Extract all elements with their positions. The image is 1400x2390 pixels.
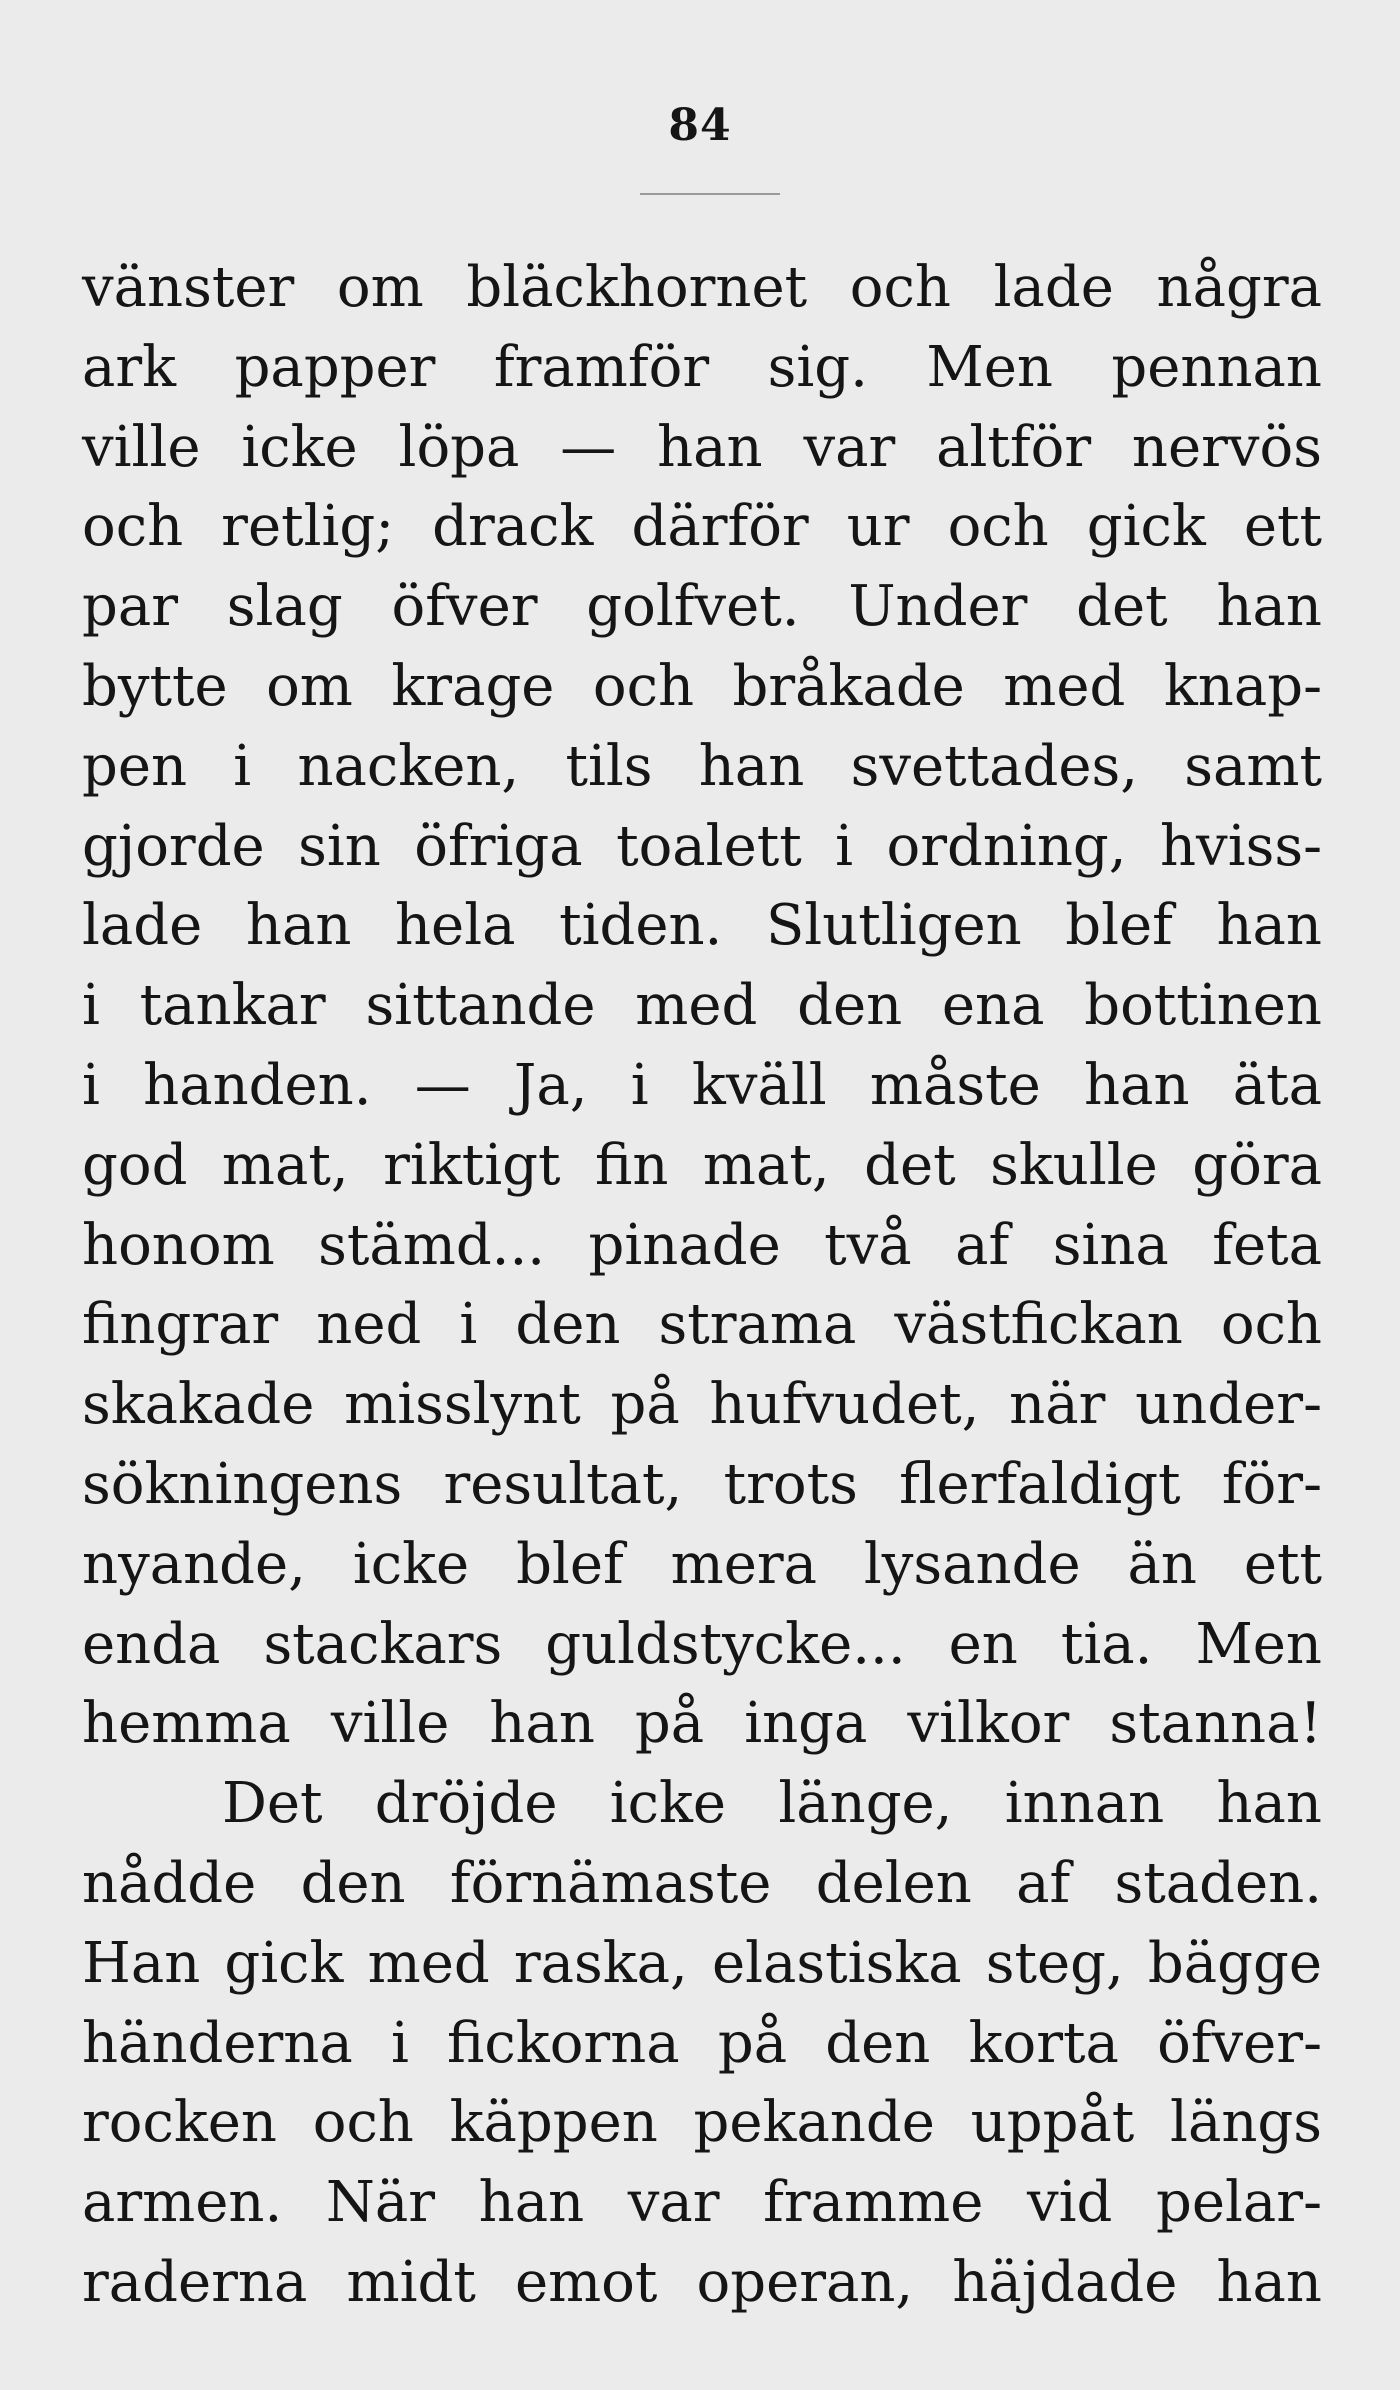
text-line: i tankar sittande med den ena bottinen: [82, 973, 1322, 1039]
text-line: vänster om bläckhornet och lade några: [82, 255, 1322, 320]
text-line: nådde den förnämaste delen af staden.: [82, 1850, 1322, 1916]
text-line: ville icke löpa — han var altför nervös: [82, 414, 1322, 480]
text-line: honom stämd... pinade två af sina feta: [82, 1212, 1322, 1278]
text-line: enda stackars guldstycke... en tia. Men: [82, 1611, 1322, 1677]
text-line-paragraph-start: Det dröjde icke länge, innan han: [222, 1771, 1322, 1837]
text-line: armen. När han var framme vid pelar-: [82, 2170, 1322, 2236]
text-line: rocken och käppen pekande uppåt längs: [82, 2090, 1322, 2156]
text-line: gjorde sin öfriga toalett i ordning, hviss-: [82, 813, 1322, 879]
text-line: raderna midt emot operan, häjdade han: [82, 2249, 1322, 2315]
text-line: god mat, riktigt fin mat, det skulle göra: [82, 1132, 1322, 1198]
text-line: nyande, icke blef mera lysande än ett: [82, 1531, 1322, 1597]
header-rule: [640, 193, 780, 195]
text-line: Han gick med raska, elastiska steg, bägge: [82, 1930, 1322, 1996]
text-line: pen i nacken, tils han svettades, samt: [82, 733, 1322, 799]
text-line: och retlig; drack därför ur och gick ett: [82, 494, 1322, 560]
text-line: bytte om krage och bråkade med knap-: [82, 653, 1322, 719]
body-text: [82, 248, 1322, 2323]
text-line: lade han hela tiden. Slutligen blef han: [82, 893, 1322, 959]
page-number: 84: [668, 100, 732, 151]
text-line: par slag öfver golfvet. Under det han: [82, 574, 1322, 640]
text-line: hemma ville han på inga vilkor stanna!: [82, 1691, 1322, 1757]
text-line: händerna i fickorna på den korta öfver-: [82, 2010, 1322, 2076]
text-line: sökningens resultat, trots flerfaldigt för-: [82, 1451, 1322, 1517]
text-line: ark papper framför sig. Men pennan: [82, 334, 1322, 400]
text-line: fingrar ned i den strama västfickan och: [82, 1292, 1322, 1358]
text-line: skakade misslynt på hufvudet, när under-: [82, 1372, 1322, 1438]
text-line: i handen. — Ja, i kväll måste han äta: [82, 1052, 1322, 1118]
